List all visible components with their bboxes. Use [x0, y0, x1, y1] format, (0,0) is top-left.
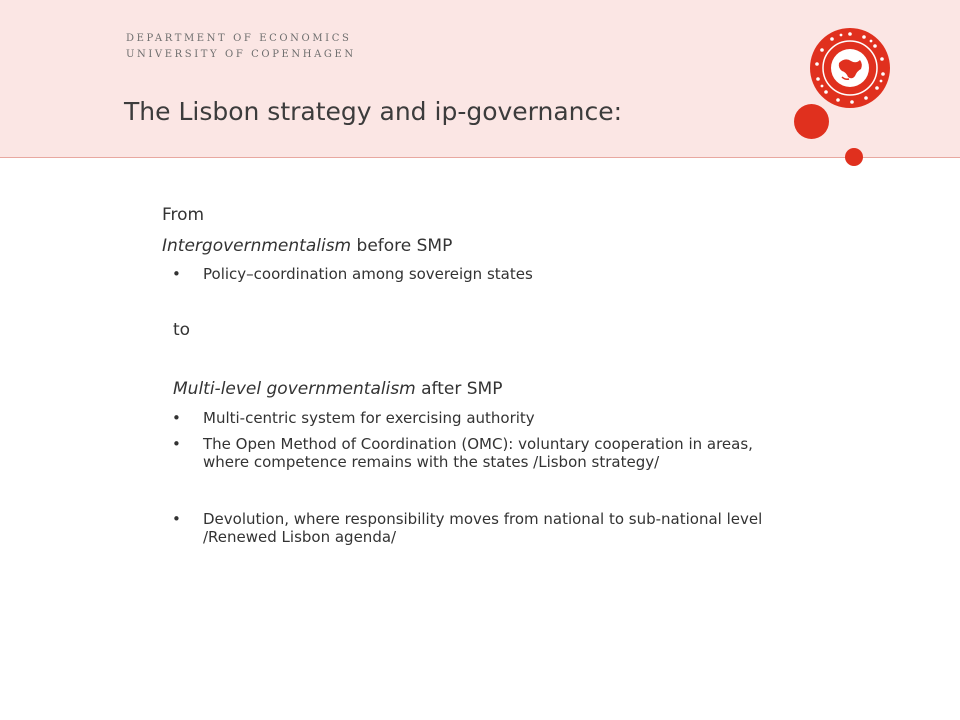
department-name: DEPARTMENT OF ECONOMICS [126, 33, 352, 44]
bullet-icon: • [172, 265, 181, 283]
section-heading-intergovernmentalism [162, 236, 452, 256]
bullet-item: The Open Method of Coordination (OMC): voluntary cooperation in areas, where competence remains with the states /Lisbon strategy/ [203, 435, 753, 471]
bullet-icon: • [172, 409, 181, 427]
heading-rest: before SMP [351, 236, 453, 256]
decorative-dot-small [845, 148, 863, 166]
decorative-dot-large [794, 104, 829, 139]
heading-italic: Multi-level governmentalism [173, 379, 416, 399]
bullet-item: Multi-centric system for exercising authority [203, 409, 535, 427]
bullet-icon: • [172, 510, 181, 528]
from-label: From [162, 205, 205, 225]
section-heading-multilevel [173, 379, 502, 399]
heading-italic: Intergovernmentalism [162, 236, 352, 256]
slide-title: The Lisbon strategy and ip-governance: [124, 97, 623, 126]
bullet-item: Policy–coordination among sovereign states [203, 265, 533, 283]
department-label [126, 31, 356, 63]
heading-rest: after SMP [415, 379, 503, 399]
bullet-item: Devolution, where responsibility moves from national to sub-national level /Renewed Lisbon agenda/ [203, 510, 763, 546]
university-name: UNIVERSITY OF COPENHAGEN [126, 49, 356, 60]
to-label: to [173, 320, 191, 340]
university-seal-logo [809, 27, 891, 109]
slide-header [0, 0, 960, 158]
bullet-icon: • [172, 435, 181, 453]
